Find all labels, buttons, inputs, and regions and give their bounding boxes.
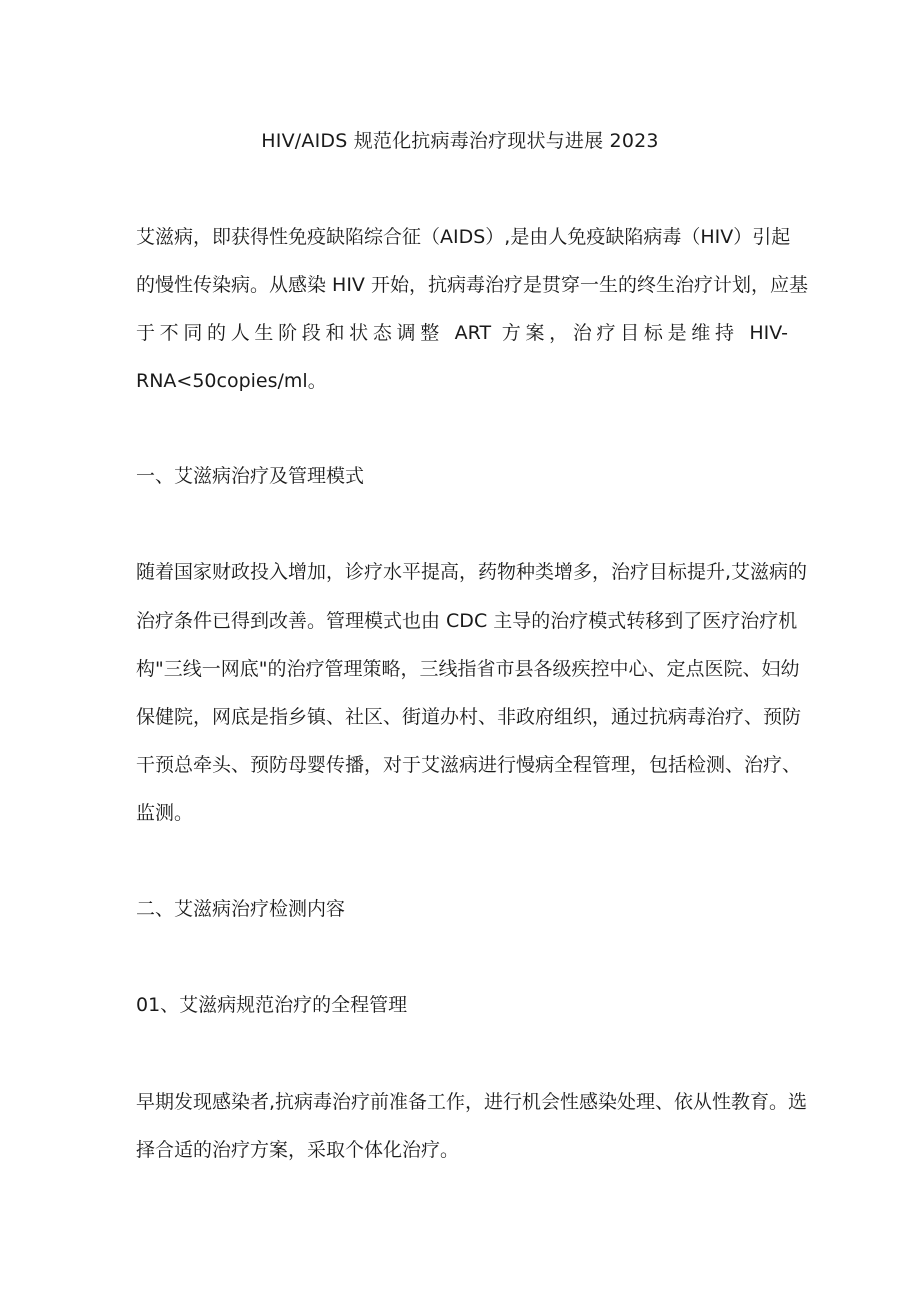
section-1-line-1: 随着国家财政投入增加，诊疗水平提高，药物种类增多，治疗目标提升,艾滋病的 [136, 561, 808, 583]
intro-line-4: RNA<50copies/ml。 [136, 370, 327, 392]
subsection-01-line-1: 早期发现感染者,抗病毒治疗前准备工作，进行机会性感染处理、依从性教育。选 [136, 1091, 808, 1113]
section-2-heading: 二、艾滋病治疗检测内容 [136, 898, 346, 920]
subsection-01-line-2: 择合适的治疗方案，采取个体化治疗。 [136, 1139, 460, 1161]
intro-line-2: 的慢性传染病。从感染 HIV 开始，抗病毒治疗是贯穿一生的终生治疗计划，应基 [136, 274, 808, 296]
intro-line-1: 艾滋病，即获得性免疫缺陷综合征（AIDS）,是由人免疫缺陷病毒（HIV）引起 [136, 226, 791, 248]
section-1-line-6: 监测。 [136, 802, 194, 824]
section-1-heading: 一、艾滋病治疗及管理模式 [136, 465, 365, 487]
section-1-line-3: 构"三线一网底"的治疗管理策略，三线指省市县各级疾控中心、定点医院、妇幼 [136, 658, 800, 680]
intro-line-3: 于不同的人生阶段和状态调整 ART 方案，治疗目标是维持 HIV- [136, 322, 788, 344]
section-1-line-4: 保健院，网底是指乡镇、社区、街道办村、非政府组织，通过抗病毒治疗、预防 [136, 706, 802, 728]
section-1-line-2: 治疗条件已得到改善。管理模式也由 CDC 主导的治疗模式转移到了医疗治疗机 [136, 610, 798, 632]
section-1-line-5: 干预总牵头、预防母婴传播，对于艾滋病进行慢病全程管理，包括检测、治疗、 [136, 754, 802, 776]
subsection-01-heading: 01、艾滋病规范治疗的全程管理 [136, 994, 408, 1016]
document-title: HIV/AIDS 规范化抗病毒治疗现状与进展 2023 [261, 130, 659, 152]
